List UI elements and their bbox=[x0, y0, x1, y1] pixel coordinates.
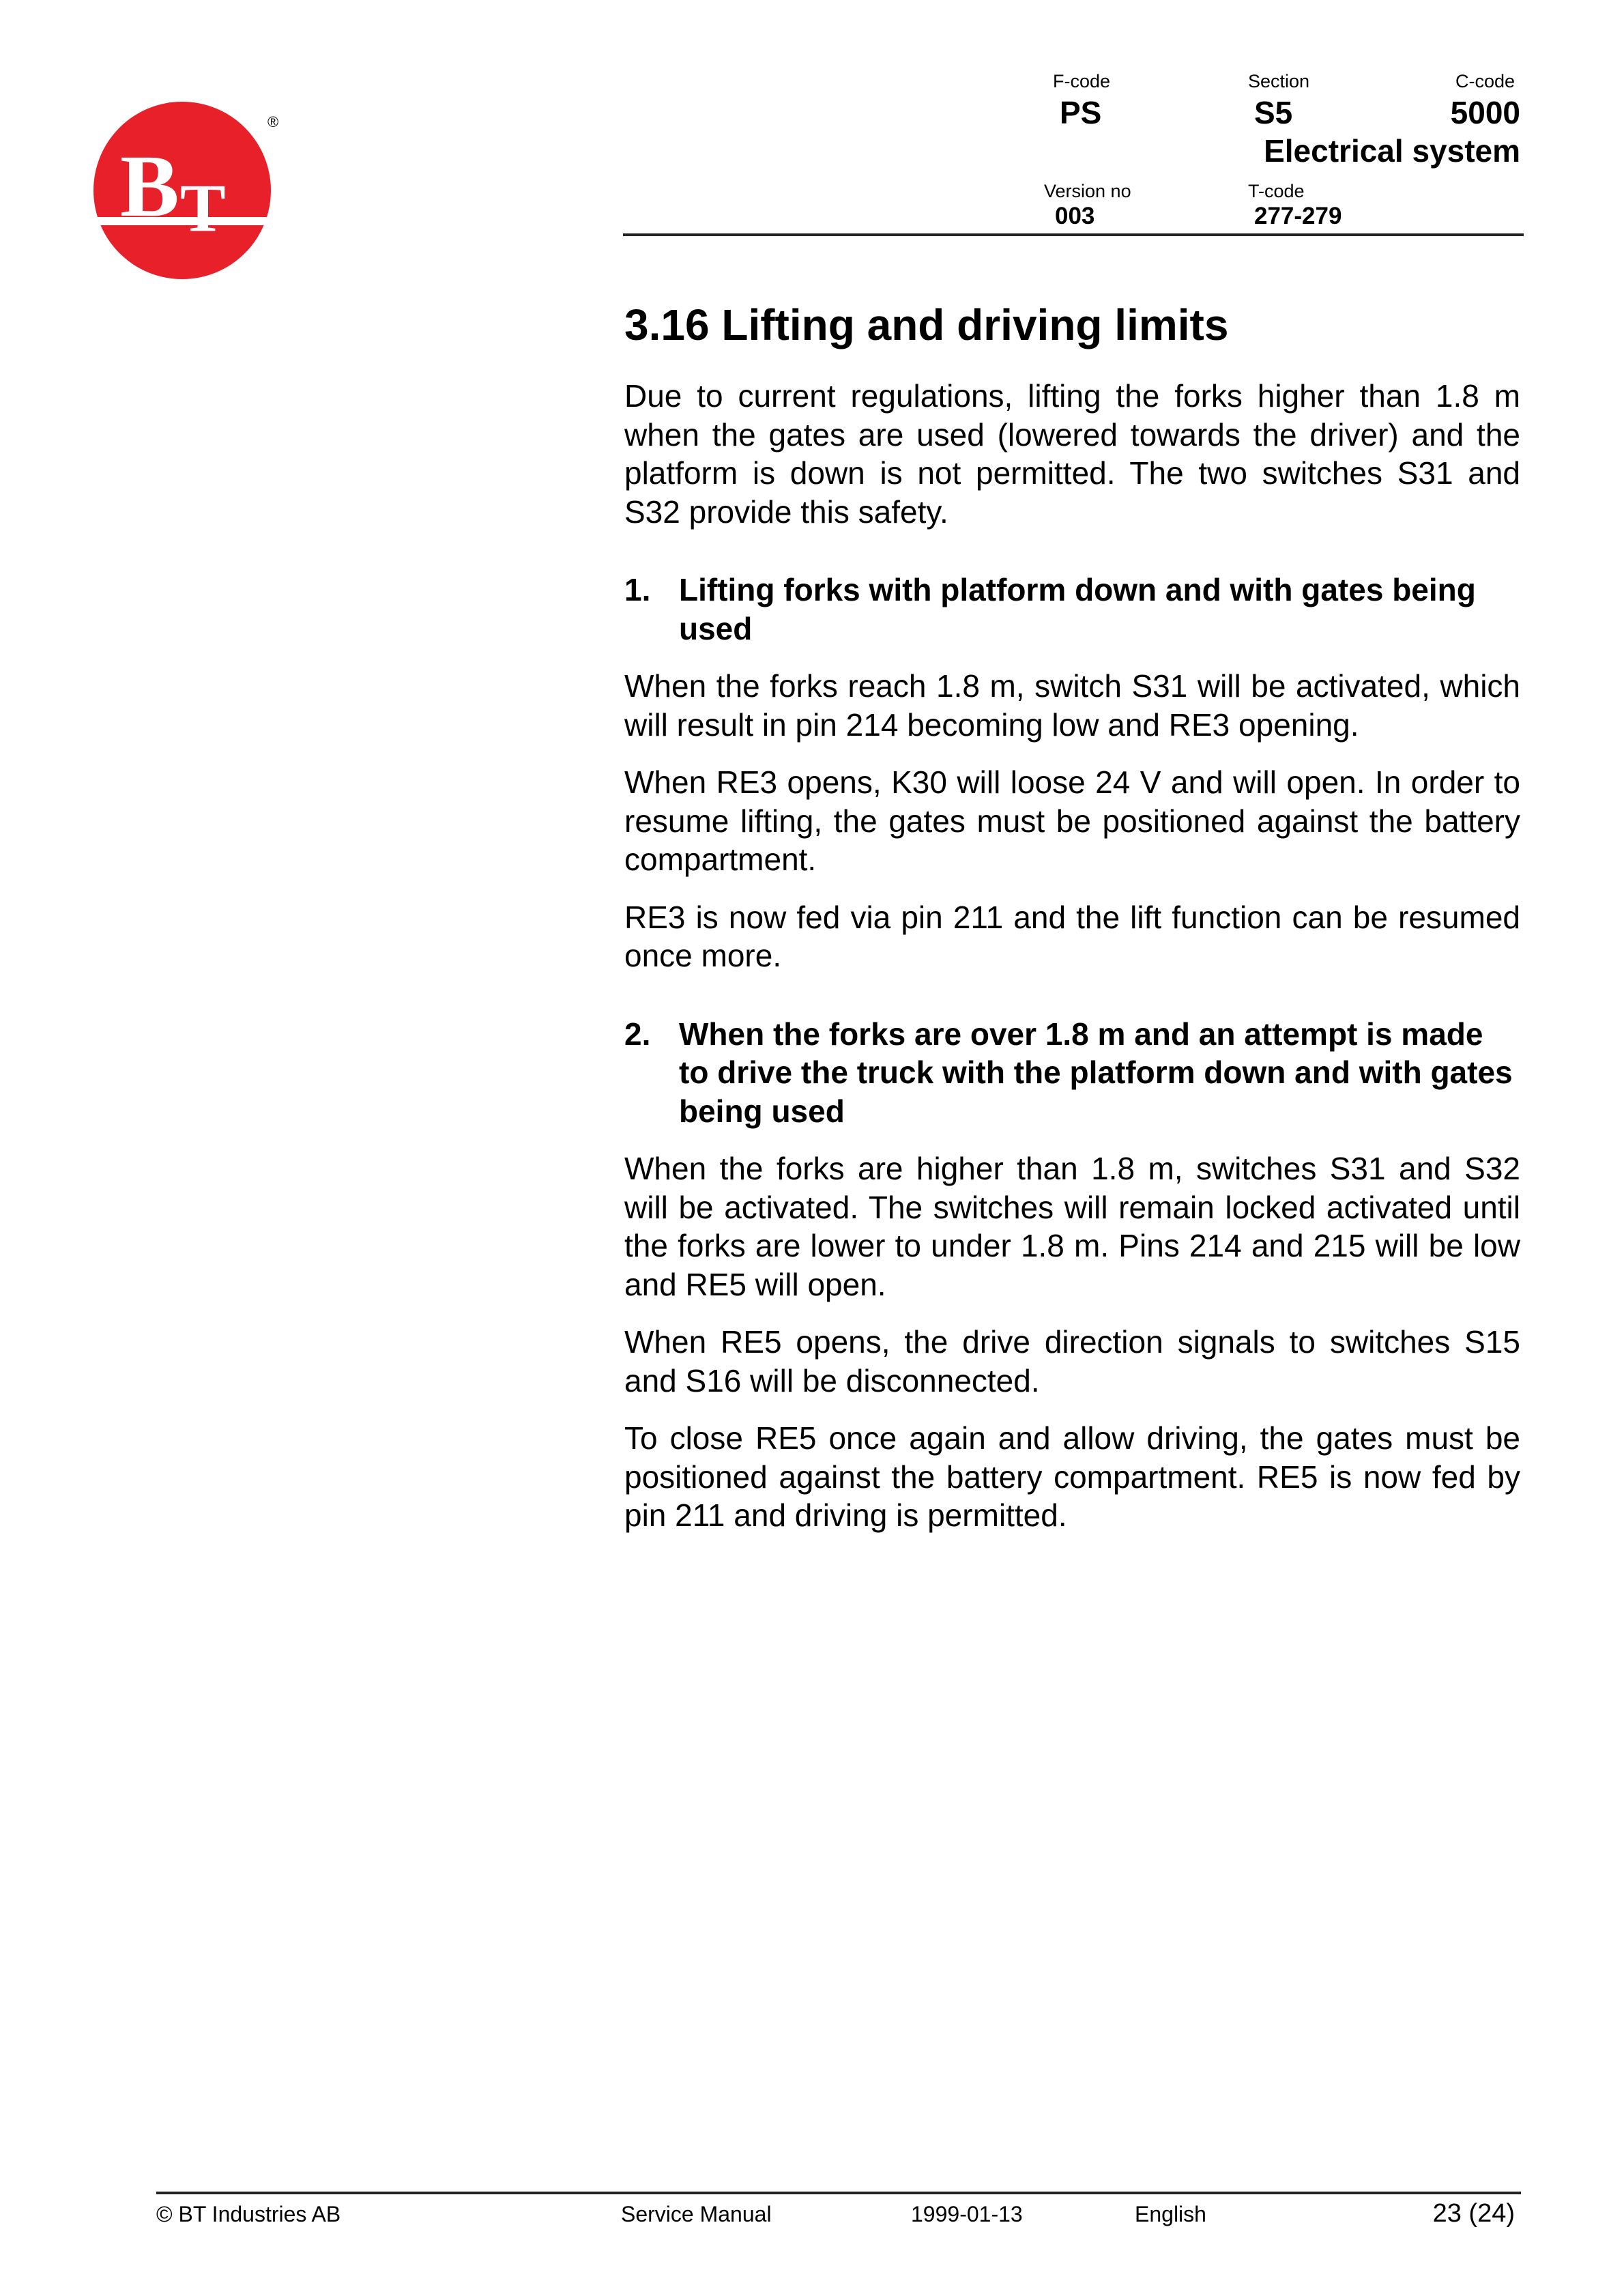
section-value: S5 bbox=[1254, 95, 1293, 130]
tcode-value: 277-279 bbox=[1254, 203, 1342, 229]
paragraph: To close RE5 once again and allow driving, the gates must be positioned against the battery compartment. RE5 is now fed by pin 211 and driving is permitted. bbox=[624, 1420, 1520, 1533]
paragraph: When RE3 opens, K30 will loose 24 V and will open. In order to resume lifting, the gates must be positioned against the battery compartment. bbox=[624, 764, 1520, 877]
section-label: Section bbox=[1248, 71, 1310, 91]
svg-text:T: T bbox=[180, 170, 226, 246]
paragraph: When the forks reach 1.8 m, switch S31 will be activated, which will result in pin 214 becoming low and RE3 opening. bbox=[624, 668, 1520, 743]
header-divider bbox=[623, 233, 1524, 236]
section-heading-text: Lifting forks with platform down and with gates being used bbox=[679, 572, 1476, 646]
footer-page-number: 23 (24) bbox=[1432, 2199, 1515, 2228]
version-value: 003 bbox=[1055, 203, 1095, 229]
registered-mark: ® bbox=[267, 113, 279, 130]
section-number: 2. bbox=[624, 1016, 651, 1052]
footer-copyright: © BT Industries AB bbox=[156, 2202, 341, 2226]
bt-logo bbox=[93, 101, 272, 280]
footer-language: English bbox=[1135, 2202, 1206, 2226]
section-heading-2 bbox=[624, 1015, 1520, 1131]
footer-date: 1999-01-13 bbox=[911, 2202, 1023, 2226]
fcode-value: PS bbox=[1060, 95, 1102, 130]
paragraph: When RE5 opens, the drive direction signals to switches S15 and S16 will be disconnected. bbox=[624, 1324, 1520, 1398]
section-number: 1. bbox=[624, 572, 651, 607]
section-name: Electrical system bbox=[1264, 133, 1520, 169]
paragraph: When the forks are higher than 1.8 m, switches S31 and S32 will be activated. The switches will remain locked activated until the forks are lower to under 1.8 m. Pins 214 and 215 will be low and RE5 will open. bbox=[624, 1151, 1520, 1302]
intro-paragraph: Due to current regulations, lifting the forks higher than 1.8 m when the gates are used (lowered towards the driver) and the platform is down is not permitted. The two switches S31 and S32 provide this safety. bbox=[624, 378, 1520, 530]
version-label: Version no bbox=[1044, 181, 1131, 201]
paragraph: RE3 is now fed via pin 211 and the lift function can be resumed once more. bbox=[624, 899, 1520, 973]
page-title: 3.16 Lifting and driving limits bbox=[624, 300, 1229, 349]
section-heading-1 bbox=[624, 571, 1520, 648]
section-heading-text: When the forks are over 1.8 m and an attempt is made to drive the truck with the platform down and with gates being used bbox=[679, 1016, 1513, 1129]
footer-doc: Service Manual bbox=[621, 2202, 772, 2226]
footer-divider bbox=[156, 2192, 1521, 2194]
svg-text:B: B bbox=[120, 137, 179, 235]
tcode-label: T-code bbox=[1248, 181, 1305, 201]
fcode-label: F-code bbox=[1053, 71, 1111, 91]
ccode-label: C-code bbox=[1455, 71, 1515, 91]
main-content bbox=[624, 298, 1520, 1554]
ccode-value: 5000 bbox=[1450, 95, 1520, 130]
